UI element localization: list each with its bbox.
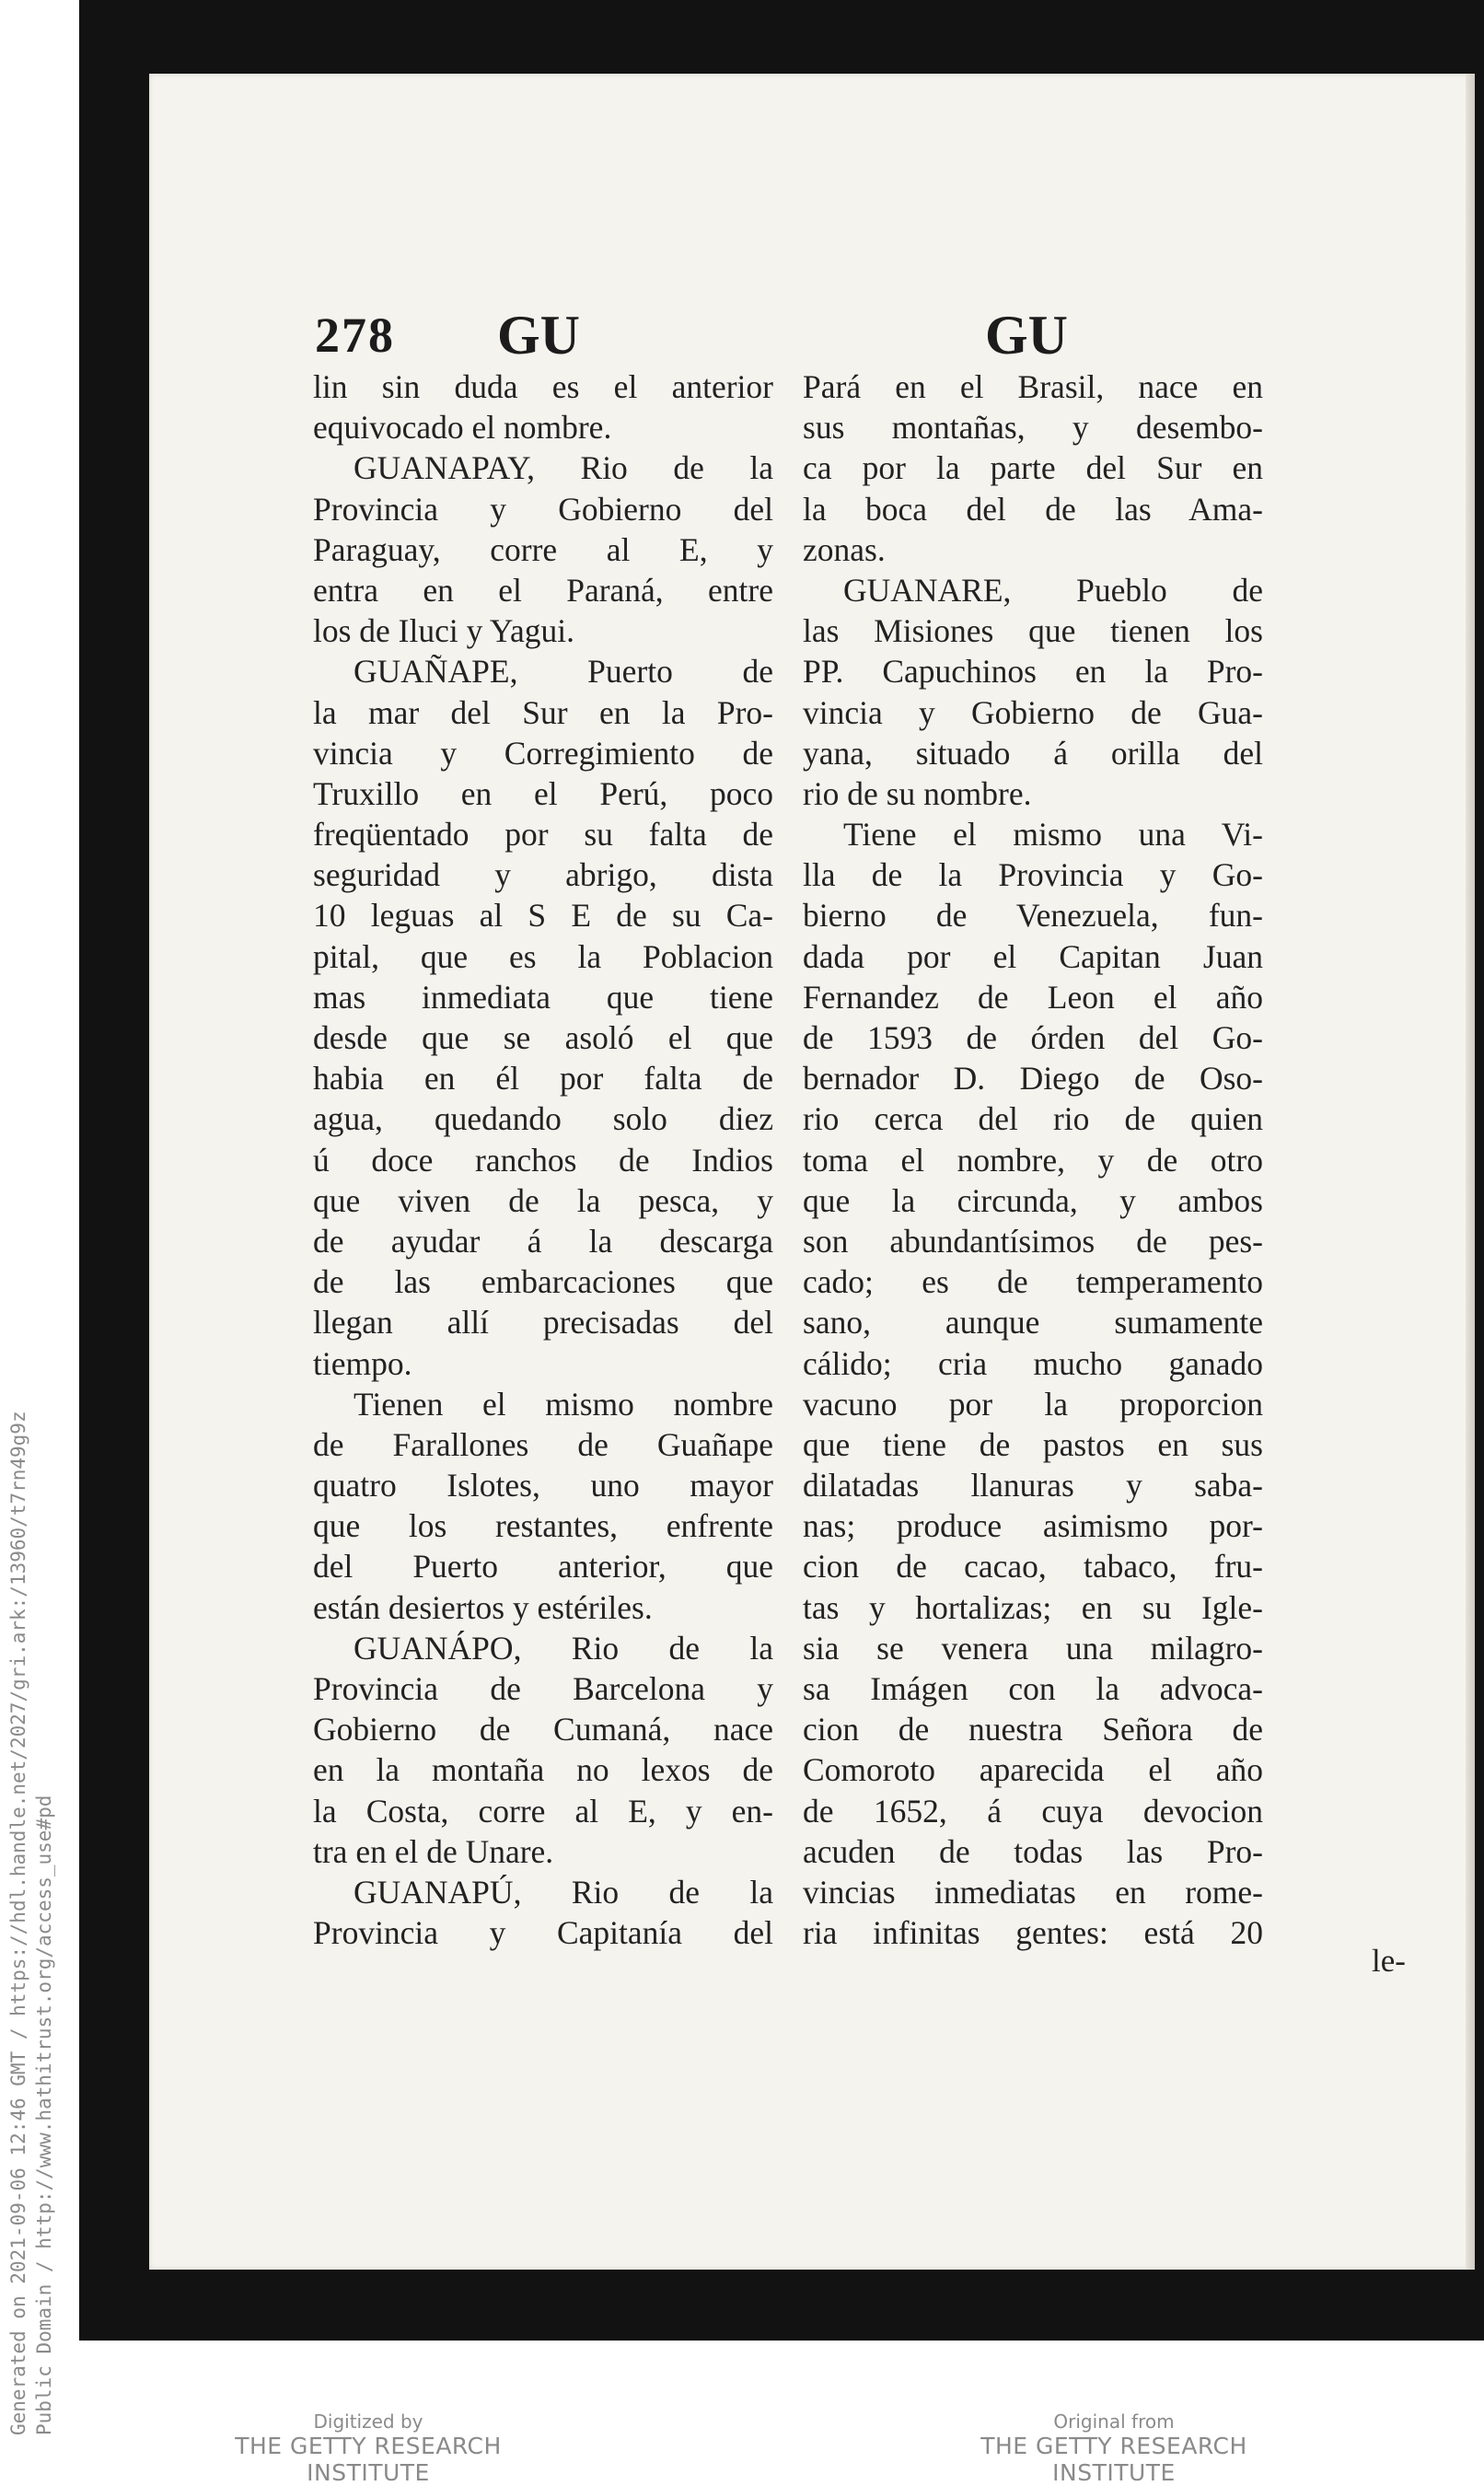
- text-line: Tiene el mismo una Vi-: [843, 816, 1263, 854]
- text-line: que la circunda, y ambos: [803, 1181, 1263, 1219]
- text-line: las Misiones que tienen los: [803, 612, 1263, 650]
- digitized-by-label: Digitized by: [313, 2410, 423, 2433]
- text-line: bierno de Venezuela, fun-: [803, 897, 1263, 935]
- text-line: vincias inmediatas en rome-: [803, 1873, 1263, 1911]
- text-line: en la montaña no lexos de: [313, 1751, 773, 1789]
- text-line: lla de la Provincia y Go-: [803, 856, 1263, 894]
- text-line: son abundantísimos de pes-: [803, 1222, 1263, 1260]
- text-line: cálido; cria mucho ganado: [803, 1344, 1263, 1382]
- text-line: GUAÑAPE, Puerto de: [354, 653, 773, 691]
- text-line: Fernandez de Leon el año: [803, 978, 1263, 1016]
- text-line: de Farallones de Guañape: [313, 1425, 773, 1463]
- text-line: nas; produce asimismo por-: [803, 1507, 1263, 1545]
- text-line: la boca del de las Ama-: [803, 490, 1263, 528]
- text-line: yana, situado á orilla del: [803, 734, 1263, 772]
- text-line: PP. Capuchinos en la Pro-: [803, 653, 1263, 691]
- text-line: Tienen el mismo nombre: [354, 1385, 773, 1423]
- left-text-column: [313, 366, 773, 1953]
- text-line: tra en el de Unare.: [313, 1832, 554, 1870]
- text-line: dada por el Capitan Juan: [803, 937, 1263, 975]
- text-line: GUANÁPO, Rio de la: [354, 1629, 773, 1667]
- right-text-column: [803, 366, 1263, 1953]
- text-line: que los restantes, enfrente: [313, 1507, 773, 1545]
- text-line: entra en el Paraná, entre: [313, 571, 773, 609]
- text-line: Paraguay, corre al E, y: [313, 530, 773, 568]
- text-line: rio cerca del rio de quien: [803, 1100, 1263, 1138]
- access-stamp-line-1: Generated on 2021-09-06 12:46 GMT / https://hdl.handle.net/2027/gri.ark:/13960/t7rn49g9z: [7, 1411, 29, 2435]
- text-line: están desiertos y estériles.: [313, 1588, 653, 1626]
- catchword: le-: [1372, 1943, 1406, 1979]
- text-line: dilatadas llanuras y saba-: [803, 1467, 1263, 1504]
- text-line: de 1652, á cuya devocion: [803, 1792, 1263, 1830]
- text-line: habia en él por falta de: [313, 1060, 773, 1098]
- text-line: toma el nombre, y de otro: [803, 1141, 1263, 1179]
- text-line: GUANAPÚ, Rio de la: [354, 1873, 773, 1911]
- text-line: cado; es de temperamento: [803, 1263, 1263, 1301]
- access-stamp: [6, 1411, 57, 2435]
- original-from-label: Original from: [1053, 2410, 1175, 2433]
- text-line: agua, quedando solo diez: [313, 1100, 773, 1138]
- page-number: 278: [315, 308, 395, 363]
- running-head-right: GU: [985, 305, 1068, 366]
- text-line: seguridad y abrigo, dista: [313, 856, 773, 894]
- text-line: tas y hortalizas; en su Igle-: [803, 1588, 1263, 1626]
- text-line: sus montañas, y desembo-: [803, 409, 1263, 447]
- text-line: del Puerto anterior, que: [313, 1548, 773, 1586]
- text-line: acuden de todas las Pro-: [803, 1832, 1263, 1870]
- text-line: cion de nuestra Señora de: [803, 1711, 1263, 1748]
- text-line: Provincia y Gobierno del: [313, 490, 773, 528]
- text-line: de 1593 de órden del Go-: [803, 1019, 1263, 1056]
- text-line: Provincia y Capitanía del: [313, 1914, 773, 1952]
- running-head-left: GU: [497, 305, 580, 366]
- text-line: zonas.: [803, 530, 886, 568]
- text-line: ria infinitas gentes: está 20: [803, 1914, 1263, 1952]
- text-line: freqüentado por su falta de: [313, 816, 773, 854]
- text-line: Comoroto aparecida el año: [803, 1751, 1263, 1789]
- text-line: bernador D. Diego de Oso-: [803, 1060, 1263, 1098]
- text-line: vincia y Gobierno de Gua-: [803, 693, 1263, 731]
- text-line: Truxillo en el Perú, poco: [313, 774, 773, 812]
- text-line: que viven de la pesca, y: [313, 1181, 773, 1219]
- text-line: la mar del Sur en la Pro-: [313, 693, 773, 731]
- text-line: desde que se asoló el que: [313, 1019, 773, 1056]
- text-line: Pará en el Brasil, nace en: [803, 368, 1263, 405]
- text-line: Provincia de Barcelona y: [313, 1670, 773, 1707]
- text-line: quatro Islotes, uno mayor: [313, 1467, 773, 1504]
- text-line: Gobierno de Cumaná, nace: [313, 1711, 773, 1748]
- text-line: rio de su nombre.: [803, 774, 1032, 812]
- text-line: vacuno por la proporcion: [803, 1385, 1263, 1423]
- text-line: GUANAPAY, Rio de la: [354, 449, 773, 487]
- text-line: sa Imágen con la advoca-: [803, 1670, 1263, 1707]
- text-line: cion de cacao, tabaco, fru-: [803, 1548, 1263, 1586]
- text-line: equivocado el nombre.: [313, 409, 612, 447]
- original-from-institution: THE GETTY RESEARCH INSTITUTE: [980, 2433, 1247, 2486]
- digitized-by-institution: THE GETTY RESEARCH INSTITUTE: [235, 2433, 502, 2486]
- page-edge: [1466, 74, 1475, 2270]
- text-line: sia se venera una milagro-: [803, 1629, 1263, 1667]
- text-line: llegan allí precisadas del: [313, 1304, 773, 1342]
- text-line: ú doce ranchos de Indios: [313, 1141, 773, 1179]
- text-line: sano, aunque sumamente: [803, 1304, 1263, 1342]
- text-line: vincia y Corregimiento de: [313, 734, 773, 772]
- text-line: 10 leguas al S E de su Ca-: [313, 897, 773, 935]
- text-line: la Costa, corre al E, y en-: [313, 1792, 773, 1830]
- text-line: pital, que es la Poblacion: [313, 937, 773, 975]
- text-line: ca por la parte del Sur en: [803, 449, 1263, 487]
- text-line: mas inmediata que tiene: [313, 978, 773, 1016]
- text-line: los de Iluci y Yagui.: [313, 612, 574, 650]
- text-line: de ayudar á la descarga: [313, 1222, 773, 1260]
- text-line: GUANARE, Pueblo de: [843, 571, 1263, 609]
- access-stamp-line-2: Public Domain / http://www.hathitrust.org/access_use#pd: [33, 1795, 55, 2435]
- text-line: de las embarcaciones que: [313, 1263, 773, 1301]
- text-line: lin sin duda es el anterior: [313, 368, 773, 405]
- text-line: que tiene de pastos en sus: [803, 1425, 1263, 1463]
- text-line: tiempo.: [313, 1344, 412, 1382]
